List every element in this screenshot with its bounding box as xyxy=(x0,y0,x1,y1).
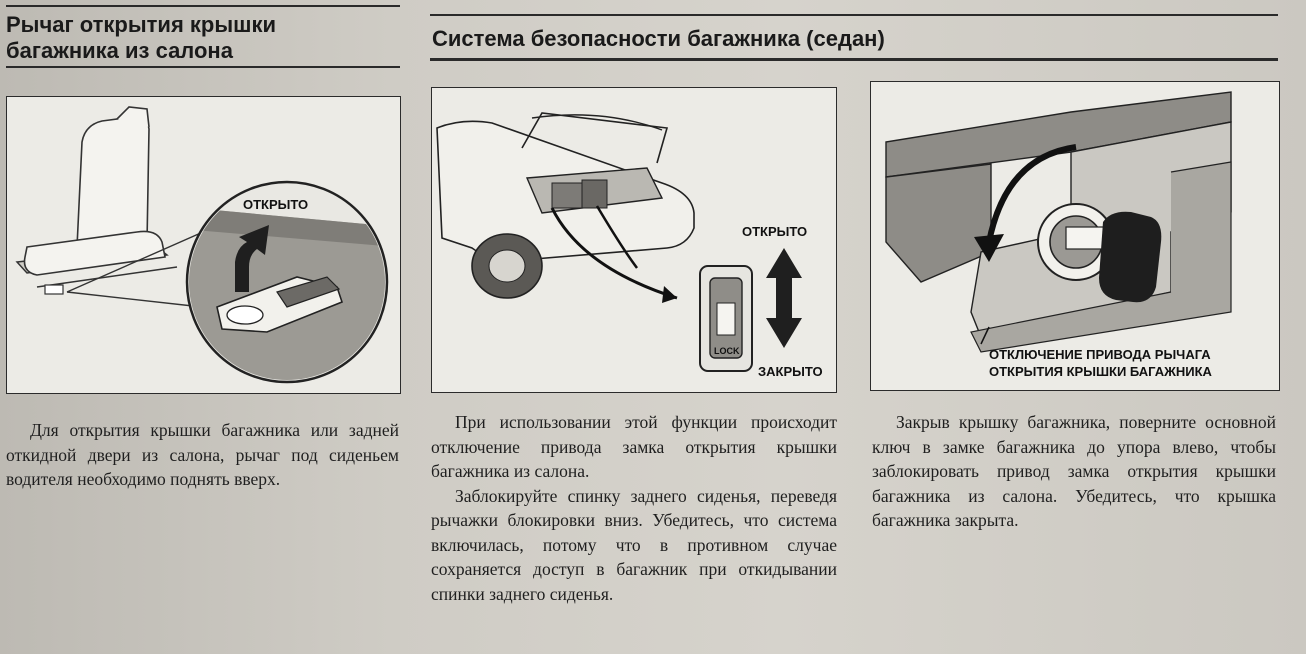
right-paragraph: Закрыв крышку багажника, поверните основной ключ в замке багажника до упора влево, чтобы заблокировать привод замка открытия крышки багажника из салона. Убедитесь, что крышка багажника закрыта. xyxy=(872,412,1276,530)
right-label-line1: ОТКЛЮЧЕНИЕ ПРИВОДА РЫЧАГА xyxy=(989,347,1211,362)
main-section-title: Система безопасности багажника (седан) xyxy=(432,26,885,51)
mid-body-text xyxy=(431,410,837,606)
mid-open-label: ОТКРЫТО xyxy=(742,224,808,239)
seat-lever-figure xyxy=(6,96,401,394)
main-heading-rule xyxy=(430,58,1278,61)
right-label-line2: ОТКРЫТИЯ КРЫШКИ БАГАЖНИКА xyxy=(989,364,1212,379)
right-body-text xyxy=(872,410,1276,533)
mid-closed-label: ЗАКРЫТО xyxy=(758,364,823,379)
trunk-switch-figure xyxy=(431,87,837,393)
left-open-label: ОТКРЫТО xyxy=(243,197,309,212)
left-section-title xyxy=(6,12,406,64)
left-top-rule xyxy=(6,5,400,7)
seat-lever-illustration xyxy=(7,97,400,393)
left-heading-rule xyxy=(6,66,400,68)
switch-lock-text: LOCK xyxy=(714,346,740,356)
mid-paragraph-1: При использовании этой функции происходит отключение привода замка открытия крышки багажника из салона. xyxy=(431,412,837,481)
left-paragraph: Для открытия крышки багажника или задней откидной двери из салона, рычаг под сиденьем водителя необходимо поднять вверх. xyxy=(6,420,399,489)
mid-paragraph-2: Заблокируйте спинку заднего сиденья, переведя рычажки блокировки вниз. Убедитесь, что система включилась, потому что в противном случае сохраняется доступ в багажник при откидывании спинки заднего сиденья. xyxy=(431,485,837,604)
main-top-rule xyxy=(430,14,1278,16)
key-lock-illustration xyxy=(871,82,1279,390)
left-title-line1: Рычаг открытия крышки xyxy=(6,12,277,37)
key-lock-figure xyxy=(870,81,1280,391)
left-body-text xyxy=(6,418,399,492)
left-title-line2: багажника из салона xyxy=(6,38,233,63)
car-trunk-illustration xyxy=(432,88,836,392)
